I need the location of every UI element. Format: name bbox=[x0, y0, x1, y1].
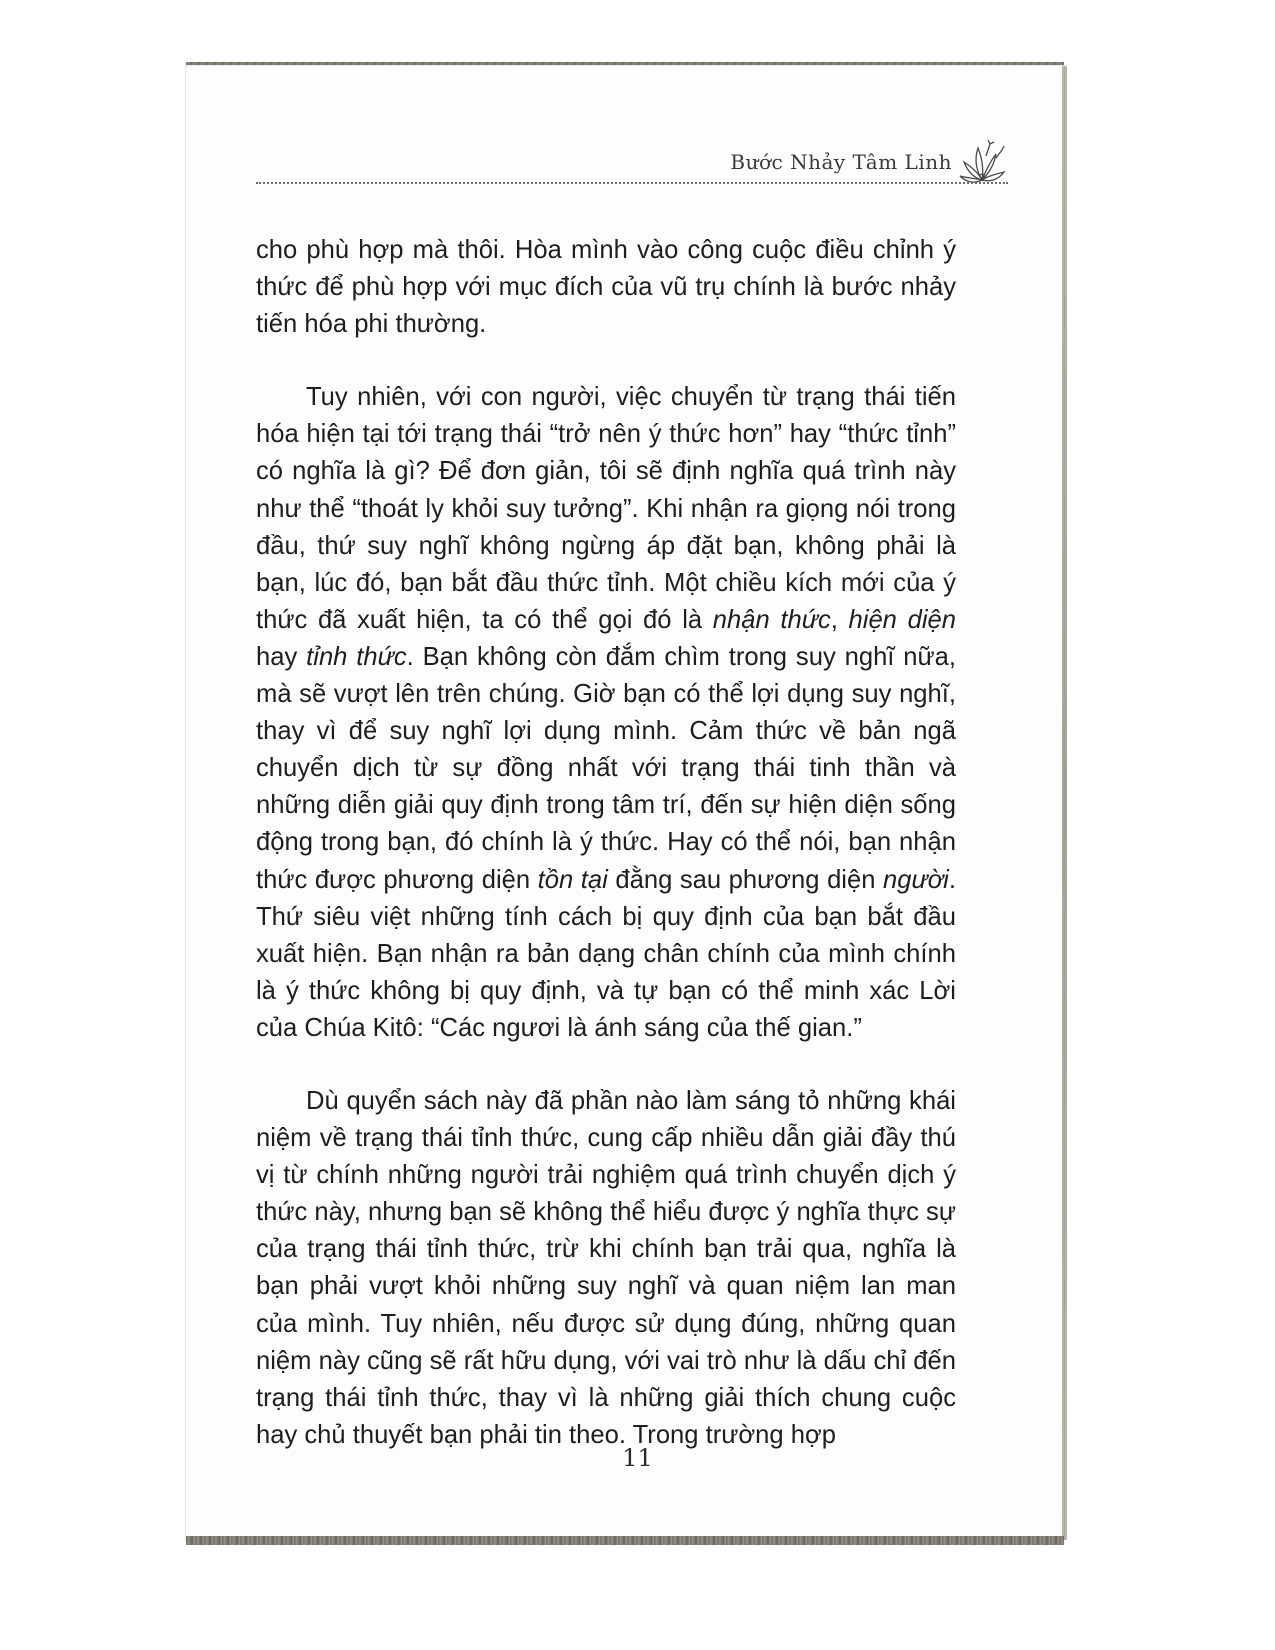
emphasized-term: hiện diện bbox=[848, 605, 956, 634]
lotus-ornament-icon bbox=[956, 136, 1008, 186]
emphasized-term: nhận thức bbox=[712, 605, 831, 634]
page-bottom-edge bbox=[186, 1536, 1064, 1545]
body-text bbox=[256, 232, 956, 1454]
paragraph-text: hay bbox=[256, 642, 307, 671]
header-dotted-rule bbox=[256, 182, 1008, 184]
emphasized-term: người bbox=[883, 865, 949, 894]
running-header bbox=[256, 142, 1008, 192]
emphasized-term: tỉnh thức bbox=[306, 642, 407, 671]
paragraph-text: . Thứ siêu việt những tính cách bị quy định của bạn bắt đầu xuất hiện. Bạn nhận ra bản dạng chân chính của mình chính là ý thức không bị quy định, và tự bạn có thể minh xác Lời của Chúa Kitô: “Các ngươi là ánh sáng của thế gian.” bbox=[256, 865, 956, 1042]
paragraph bbox=[256, 379, 956, 1047]
paragraph-text: , bbox=[830, 605, 849, 634]
paragraph bbox=[256, 1083, 956, 1454]
paragraph-text: cho phù hợp mà thôi. Hòa mình vào công cuộc điều chỉnh ý thức để phù hợp với mục đích của vũ trụ chính là bước nhảy tiến hóa phi thường. bbox=[256, 236, 956, 339]
paragraph-text: Dù quyển sách này đã phần nào làm sáng tỏ những khái niệm về trạng thái tỉnh thức, cung cấp nhiều dẫn giải đầy thú vị từ chính những người trải nghiệm quá trình chuyển dịch ý thức này, nhưng bạn sẽ không thể hiểu được ý nghĩa thực sự của trạng thái tỉnh thức, trừ khi chính bạn trải qua, nghĩa là bạn phải vượt khỏi những suy nghĩ và quan niệm lan man của mình. Tuy nhiên, nếu được sử dụng đúng, những quan niệm này cũng sẽ rất hữu dụng, với vai trò như là dấu chỉ đến trạng thái tỉnh thức, thay vì là những giải thích chung cuộc hay chủ thuyết bạn phải tin theo. Trong trường hợp bbox=[256, 1086, 956, 1449]
paragraph-text: . Bạn không còn đắm chìm trong suy nghĩ nữa, mà sẽ vượt lên trên chúng. Giờ bạn có thể lợi dụng suy nghĩ, thay vì để suy nghĩ lợi dụng mình. Cảm thức về bản ngã chuyển dịch từ sự đồng nhất với trạng thái tinh thần và những diễn giải quy định trong tâm trí, đến sự hiện diện sống động trong bạn, đó chính là ý thức. Hay có thể nói, bạn nhận thức được phương diện bbox=[256, 642, 956, 894]
paragraph-text: Tuy nhiên, với con người, việc chuyển từ trạng thái tiến hóa hiện tại tới trạng thái “trở nên ý thức hơn” hay “thức tỉnh” có nghĩa là gì? Để đơn giản, tôi sẽ định nghĩa quá trình này như thể “thoát ly khỏi suy tưởng”. Khi nhận ra giọng nói trong đầu, thứ suy nghĩ không ngừng áp đặt bạn, không phải là bạn, lúc đó, bạn bắt đầu thức tỉnh. Một chiều kích mới của ý thức đã xuất hiện, ta có thể gọi đó là bbox=[256, 383, 956, 634]
page-number: 11 bbox=[622, 1444, 653, 1472]
page-right-edge bbox=[1062, 66, 1067, 1540]
emphasized-term: tồn tại bbox=[537, 865, 608, 894]
paragraph bbox=[256, 232, 956, 343]
paragraph-text: đằng sau phương diện bbox=[607, 865, 884, 894]
running-title: Bước Nhảy Tâm Linh bbox=[730, 150, 952, 174]
